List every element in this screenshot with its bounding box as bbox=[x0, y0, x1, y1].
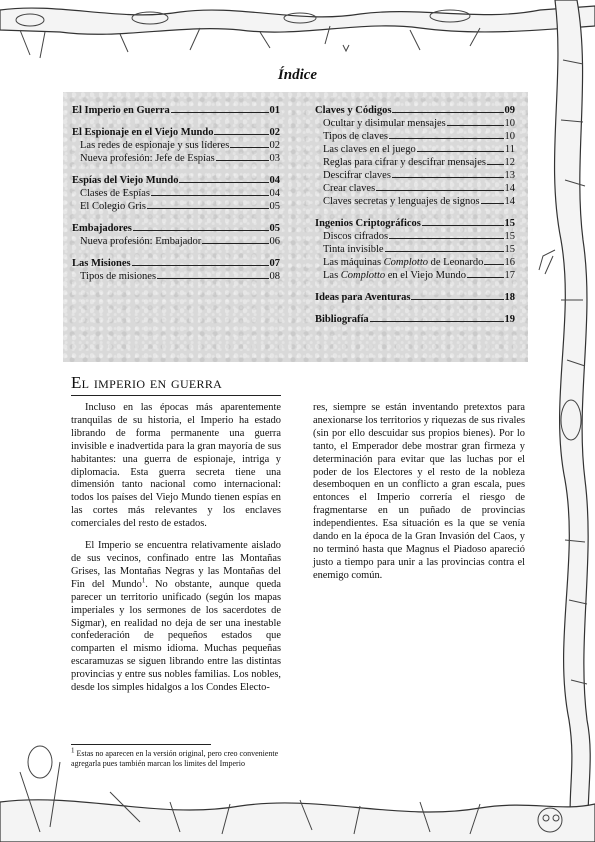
toc-page-number: 01 bbox=[269, 105, 280, 116]
toc-leader-line bbox=[389, 238, 503, 239]
toc-leader-line bbox=[147, 208, 269, 209]
page-title: Índice bbox=[277, 67, 318, 83]
toc-group bbox=[315, 217, 515, 282]
toc-subsection-entry[interactable] bbox=[315, 269, 515, 282]
toc-leader-line bbox=[230, 147, 268, 148]
toc-leader-line bbox=[484, 264, 503, 265]
toc-entry-label: Ocultar y disimular mensajes bbox=[323, 118, 446, 129]
toc-chapter-entry[interactable] bbox=[72, 174, 280, 187]
toc-subsection-entry[interactable] bbox=[315, 156, 515, 169]
toc-entry-label: Descifrar claves bbox=[323, 170, 391, 181]
toc-subsection-entry[interactable] bbox=[72, 200, 280, 213]
toc-column-right bbox=[315, 104, 515, 335]
toc-leader-line bbox=[411, 299, 503, 300]
footnote bbox=[71, 746, 281, 769]
toc-group bbox=[72, 126, 280, 165]
toc-group bbox=[72, 257, 280, 283]
toc-subsection-entry[interactable] bbox=[72, 270, 280, 283]
toc-leader-line bbox=[216, 160, 269, 161]
section-heading: El imperio en guerra bbox=[71, 373, 223, 392]
toc-entry-label: Nueva profesión: Embajador bbox=[80, 236, 202, 247]
toc-entry-label: Embajadores bbox=[72, 223, 132, 234]
toc-entry-label: Ingenios Criptográficos bbox=[315, 218, 421, 229]
toc-page-number: 11 bbox=[504, 144, 515, 155]
toc-entry-label: El Colegio Gris bbox=[80, 201, 146, 212]
table-of-contents bbox=[63, 92, 528, 362]
toc-entry-label: Las máquinas Complotto de Leonardo bbox=[323, 257, 484, 268]
footnote-mark: 1 bbox=[141, 576, 146, 585]
paragraph: Incluso en las épocas más aparentemente tranquilas de su historia, el Imperio ha estado librando de forma permanente una guerra invisible e inadvertida para la gran mayoría de sus habitantes: una guerra de espionaje, intriga y diplomacia. Esta guerra secreta tiene una dimensión tanto nacional como internacional: todos los países del Viejo Mundo tienen espías en las cortes más relevantes y los enclaves comerciales del resto de estados. bbox=[71, 402, 281, 530]
toc-entry-label: Nueva profesión: Jefe de Espías bbox=[80, 153, 215, 164]
toc-entry-label: Las Misiones bbox=[72, 258, 131, 269]
toc-chapter-entry[interactable] bbox=[72, 126, 280, 139]
toc-page-number: 08 bbox=[269, 271, 280, 282]
footnote-number: 1 bbox=[71, 746, 75, 755]
toc-subsection-entry[interactable] bbox=[315, 169, 515, 182]
toc-leader-line bbox=[151, 195, 269, 196]
text-column-left bbox=[71, 402, 281, 704]
toc-group bbox=[315, 104, 515, 208]
toc-page-number: 04 bbox=[269, 175, 280, 186]
toc-subsection-entry[interactable] bbox=[72, 139, 280, 152]
toc-leader-line bbox=[133, 230, 269, 231]
toc-subsection-entry[interactable] bbox=[315, 243, 515, 256]
toc-page-number: 19 bbox=[504, 314, 515, 325]
toc-leader-line bbox=[179, 182, 268, 183]
toc-leader-line bbox=[214, 134, 268, 135]
paragraph bbox=[71, 540, 281, 695]
footnote-rule bbox=[71, 744, 211, 745]
toc-chapter-entry[interactable] bbox=[72, 104, 280, 117]
toc-subsection-entry[interactable] bbox=[315, 130, 515, 143]
toc-chapter-entry[interactable] bbox=[315, 217, 515, 230]
toc-page-number: 13 bbox=[504, 170, 515, 181]
toc-entry-label: Discos cifrados bbox=[323, 231, 389, 242]
footnote-text: Estas no aparecen en la versión original, pero creo conveniente agregarla pues también marcan los limites del Imperio bbox=[71, 749, 279, 768]
toc-page-number: 14 bbox=[504, 183, 515, 194]
text-column-right bbox=[313, 402, 525, 592]
toc-entry-label: Crear claves bbox=[323, 183, 376, 194]
toc-subsection-entry[interactable] bbox=[72, 235, 280, 248]
toc-page-number: 02 bbox=[269, 140, 280, 151]
toc-entry-label: Las redes de espionaje y sus líderes bbox=[80, 140, 230, 151]
paragraph: res, siempre se están inventando pretextos para anexionarse los territorios y riquezas de sus rivales (sin por ello descuidar sus propios bienes). Por lo tanto, el Emperador debe mostrar gran firmeza y determinación para evitar que las luchas por el poder de los Electores y el resto de la nobleza desemboquen en un conflicto a gran escala, pues entonces el Imperio correría el riesgo de fragmentarse en un puñado de provincias independientes. Esa situación es la que se venía dando en la época de la Gran Invasión del Caos, y no terminó hasta que Magnus el Piadoso apareció justo a tiempo para unir a las provincias contra el enemigo común. bbox=[313, 402, 525, 581]
toc-leader-line bbox=[447, 125, 504, 126]
toc-page-number: 10 bbox=[504, 131, 515, 142]
toc-chapter-entry[interactable] bbox=[72, 222, 280, 235]
toc-leader-line bbox=[422, 225, 504, 226]
toc-page-number: 18 bbox=[504, 292, 515, 303]
toc-leader-line bbox=[392, 112, 503, 113]
toc-page-number: 12 bbox=[504, 157, 515, 168]
toc-group bbox=[72, 174, 280, 213]
toc-page-number: 02 bbox=[269, 127, 280, 138]
toc-entry-label: Tinta invisible bbox=[323, 244, 384, 255]
toc-entry-label: Las claves en el juego bbox=[323, 144, 416, 155]
toc-entry-label: Reglas para cifrar y descifrar mensajes bbox=[323, 157, 486, 168]
toc-column-left bbox=[72, 104, 280, 292]
toc-page-number: 16 bbox=[504, 257, 515, 268]
toc-page-number: 07 bbox=[269, 258, 280, 269]
toc-chapter-entry[interactable] bbox=[315, 104, 515, 117]
toc-page-number: 15 bbox=[504, 244, 515, 255]
toc-page-number: 05 bbox=[269, 201, 280, 212]
toc-page-number: 09 bbox=[504, 105, 515, 116]
toc-entry-label: El Imperio en Guerra bbox=[72, 105, 170, 116]
toc-entry-label: Tipos de misiones bbox=[80, 271, 157, 282]
toc-page-number: 15 bbox=[504, 231, 515, 242]
toc-page-number: 14 bbox=[504, 196, 515, 207]
toc-leader-line bbox=[132, 265, 269, 266]
toc-subsection-entry[interactable] bbox=[315, 182, 515, 195]
bone-border-right bbox=[525, 0, 595, 842]
toc-entry-label: Las Complotto en el Viejo Mundo bbox=[323, 270, 466, 281]
toc-page-number: 04 bbox=[269, 188, 280, 199]
toc-page-number: 06 bbox=[269, 236, 280, 247]
toc-leader-line bbox=[202, 243, 268, 244]
toc-subsection-entry[interactable] bbox=[315, 230, 515, 243]
toc-group bbox=[315, 291, 515, 304]
toc-entry-label: Ideas para Aventuras bbox=[315, 292, 411, 303]
toc-chapter-entry[interactable] bbox=[72, 257, 280, 270]
toc-subsection-entry[interactable] bbox=[72, 152, 280, 165]
toc-entry-label: Tipos de claves bbox=[323, 131, 388, 142]
heading-underline bbox=[71, 395, 281, 396]
toc-group bbox=[72, 104, 280, 117]
toc-page-number: 17 bbox=[504, 270, 515, 281]
toc-leader-line bbox=[392, 177, 504, 178]
toc-chapter-entry[interactable] bbox=[315, 313, 515, 326]
paragraph-text: El Imperio se encuentra relativamente aislado de sus vecinos, confinado entre las Montañas Grises, las Montañas Negras y las Montañas del Fin del Mundo bbox=[71, 540, 281, 590]
toc-leader-line bbox=[370, 321, 504, 322]
toc-subsection-entry[interactable] bbox=[315, 256, 515, 269]
toc-page-number: 03 bbox=[269, 153, 280, 164]
toc-leader-line bbox=[171, 112, 269, 113]
toc-subsection-entry[interactable] bbox=[315, 195, 515, 208]
paragraph-text: . No obstante, aunque queda parecer un territorio unificado (según los mapas imperiales y los sermones de los sacerdotes de Sigmar), en realidad no deja de ser una inestable confederación de pequeños estados que comparten el mismo idioma. Muchas pequeñas escaramuzas se siguen librando entre las distintas provincias y entre sus nobles familias. Los nobles, desde los simples hidalgos a los Condes Electo- bbox=[71, 578, 281, 694]
toc-leader-line bbox=[467, 277, 504, 278]
toc-leader-line bbox=[376, 190, 503, 191]
bone-border-top bbox=[0, 0, 595, 60]
toc-chapter-entry[interactable] bbox=[315, 291, 515, 304]
toc-entry-label: Bibliografía bbox=[315, 314, 369, 325]
toc-entry-label: Clases de Espías bbox=[80, 188, 150, 199]
toc-entry-label: Espías del Viejo Mundo bbox=[72, 175, 179, 186]
toc-subsection-entry[interactable] bbox=[72, 187, 280, 200]
toc-group bbox=[72, 222, 280, 248]
toc-page-number: 10 bbox=[504, 118, 515, 129]
toc-leader-line bbox=[157, 278, 268, 279]
toc-leader-line bbox=[417, 151, 504, 152]
toc-entry-label: Claves secretas y lenguajes de signos bbox=[323, 196, 480, 207]
toc-entry-label: Claves y Códigos bbox=[315, 105, 392, 116]
toc-leader-line bbox=[487, 164, 504, 165]
toc-entry-label: El Espionaje en el Viejo Mundo bbox=[72, 127, 214, 138]
toc-group bbox=[315, 313, 515, 326]
toc-page-number: 05 bbox=[269, 223, 280, 234]
toc-leader-line bbox=[481, 203, 504, 204]
toc-subsection-entry[interactable] bbox=[315, 143, 515, 156]
toc-page-number: 15 bbox=[504, 218, 515, 229]
toc-leader-line bbox=[389, 138, 504, 139]
toc-subsection-entry[interactable] bbox=[315, 117, 515, 130]
toc-leader-line bbox=[385, 251, 504, 252]
